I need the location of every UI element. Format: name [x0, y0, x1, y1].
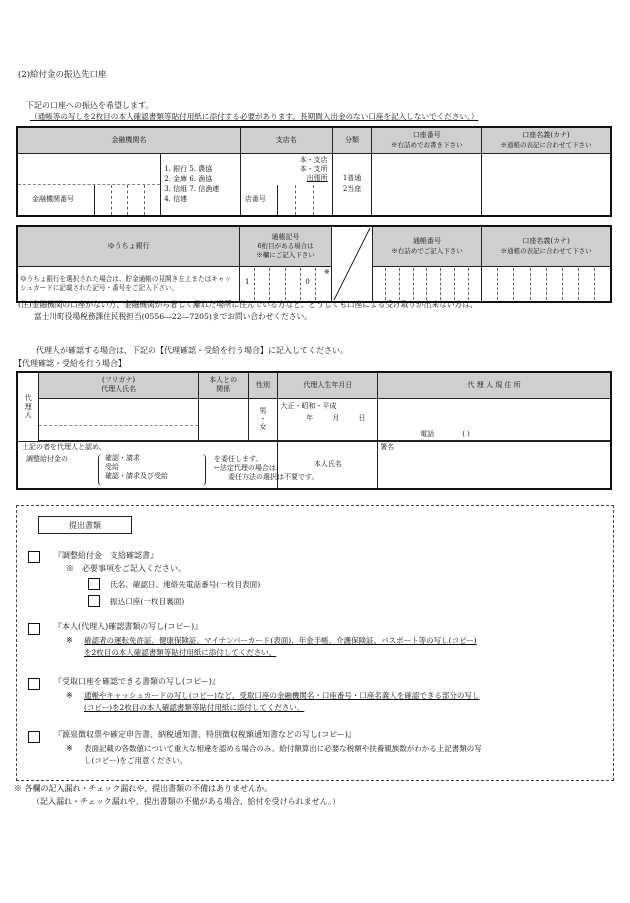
h-relation-2: 関係 [216, 385, 231, 394]
doc1-sub2-checkbox[interactable] [88, 595, 100, 607]
doc3-note1: 通帳やキャッシュカードの写し(コピー)など、受取口座の金融機関名・口座番号・口座名義人を確認できる部分の写し [84, 691, 480, 700]
proxy-side-1: 代 [24, 394, 32, 403]
bank-type-1: 1. 銀行 5. 農協 [164, 164, 213, 173]
h-furigana: (フリガナ) [102, 376, 136, 385]
branch-type-1: 本・支店 [299, 155, 328, 164]
account-type-cell[interactable] [332, 153, 372, 216]
doc3-title: 『受取口座を確認できる書類の写し(コピー)』 [54, 677, 220, 686]
branch-code-label: 店番号 [244, 195, 266, 204]
h-account-label: 口座番号 [412, 131, 441, 140]
sex-cell[interactable] [248, 398, 278, 440]
doc4-note1: 表面記載の各数値について重大な相違を認める場合のみ、給付額算出に必要な税額や扶養親族数がわかる上記書類の写 [84, 744, 482, 753]
h-branch: 支店名 [240, 127, 332, 153]
bank-name-cell[interactable] [17, 153, 161, 216]
phone-paren: ( ) [462, 429, 470, 438]
doc1-sub1: 氏名、確認日、連絡先電話番号(一枚目表面) [110, 580, 261, 589]
footnote-2: 富士川町役場税務課住民税担当(0556―22―7205)までお問い合わせください。 [34, 312, 312, 321]
proxy-side [17, 372, 39, 441]
address-cell[interactable] [378, 398, 611, 440]
delegate-3: 委任方法の選択は不要です。 [228, 472, 319, 481]
intro-text: 下記の口座への振込を希望します。 [26, 101, 154, 110]
proxy-table [16, 371, 612, 490]
h-account [372, 127, 482, 153]
doc3-checkbox[interactable] [28, 678, 40, 690]
diagonal-cell [331, 226, 372, 302]
h-yucho-holder [482, 226, 611, 266]
bank-table [16, 126, 612, 217]
proxy-name-cell[interactable] [39, 398, 198, 440]
bank-type-cell[interactable] [161, 153, 241, 216]
proxy-intro: 代理人が確認する場合は、下記の【代理確認・受給を行う場合】に記入してください。 [36, 346, 348, 355]
h-sex: 性別 [248, 372, 278, 398]
doc2-note1: 確認者の運転免許証、健康保険証、マイナンバーカード(表面)、年金手帳、介護保険証、パスポート等の写し(コピー) [84, 636, 477, 645]
closing-1: ※ 各欄の記入漏れ・チェック漏れや、提出書類の不備はありませんか。 [14, 784, 273, 793]
bank-type-2: 2. 金庫 6. 漁協 [164, 175, 213, 183]
symbol-last: 0 [301, 268, 316, 300]
birth-eras: 大正・昭和・平成 [280, 401, 337, 410]
branch-type-2: 本・支所 [299, 164, 328, 173]
opt-both[interactable]: 確認・請求及び受給 [105, 471, 168, 480]
doc4-mark: ※ [66, 744, 73, 753]
proxy-title: 【代理確認・受給を行う場合】 [14, 359, 126, 368]
bank-code-label: 金融機関番号 [32, 195, 74, 204]
delegate-options[interactable] [98, 454, 206, 486]
yucho-number-cell[interactable] [372, 266, 481, 302]
birth-day: 日 [358, 414, 366, 423]
birth-year: 年 [306, 414, 314, 423]
doc1-title: 『調整給付金 支給確認書』 [54, 551, 158, 560]
symbol-mark: ※ [323, 267, 330, 276]
signature-cell[interactable] [378, 441, 611, 489]
sex-male[interactable]: 男 [259, 406, 267, 415]
doc2-note2: を2枚目の本人確認書類等貼付用紙に添付してください。 [84, 648, 277, 657]
documents-title: 提出書類 [38, 516, 132, 534]
account-holder-cell[interactable] [482, 153, 611, 216]
account-number-cell[interactable] [372, 153, 482, 216]
doc2-mark: ※ [66, 636, 73, 645]
h-yucho: ゆうちょ銀行 [17, 226, 240, 266]
appoint-2: 調整給付金の [26, 454, 68, 463]
bank-type-4: 4. 信連 [164, 195, 188, 204]
footnote: (注)金融機関の口座がない方、金融機関から著しく離れた場所に住んでいる方など、どうしても口座による受け取りが出来ない方は、 [18, 300, 478, 309]
h-yucho-holder-note: ※通帳の表記に合わせて下さい [500, 246, 592, 255]
opt-confirm[interactable]: 確認・請求 [105, 453, 140, 462]
h-holder-label: 口座名義(カナ) [522, 131, 570, 140]
appoint-cell [17, 441, 319, 489]
doc4-checkbox[interactable] [28, 731, 40, 743]
birth-cell[interactable] [278, 398, 378, 440]
h-proxy-name [39, 372, 198, 398]
signature-label: 署名 [380, 442, 395, 451]
h-name: 代理人氏名 [101, 385, 137, 394]
h-address: 代 理 人 現 住 所 [378, 372, 611, 398]
doc4-title: 『源泉徴収票や確定申告書、納税通知書、特別徴収税額通知書などの写し(コピー)』 [54, 730, 356, 739]
h-number-label: 通帳番号 [412, 237, 441, 246]
section-title: (2)給付金の振込先口座 [18, 70, 107, 80]
account-type-1: 1普通 [342, 173, 362, 182]
h-symbol-note1: 6桁目がある場合は [257, 242, 314, 251]
proxy-side-3: 人 [24, 410, 32, 419]
doc4-note2: し(コピー)をご用意ください。 [84, 756, 188, 765]
diagonal-line [332, 227, 372, 301]
birth-month: 月 [332, 414, 340, 423]
h-yucho-holder-label: 口座名義(カナ) [522, 237, 570, 246]
h-type: 分類 [332, 127, 372, 153]
h-symbol-note2: ※欄にご記入下さい [256, 250, 315, 259]
branch-type-3: 出張所 [306, 173, 328, 182]
doc1-sub1-checkbox[interactable] [88, 578, 100, 590]
symbol-cell[interactable] [240, 266, 332, 302]
branch-code-boxes[interactable] [277, 185, 332, 215]
doc1-note: ※ 必要事項をご記入ください。 [66, 564, 186, 573]
yucho-desc: ゆうちょ銀行を選択された場合は、貯金通帳の見開き左上またはキャッシュカードに記載された記号・番号をご記入下さい。 [17, 266, 240, 302]
sex-dot: ・ [259, 414, 267, 423]
doc1-checkbox[interactable] [28, 551, 40, 563]
h-number-note: ※右詰めでご記入下さい [391, 246, 463, 255]
yucho-holder-cell[interactable] [482, 266, 611, 302]
intro-note: （通帳等の写しを2枚目の本人確認書類等貼付用紙に添付する必要があります。長期間入出金のない口座を記入しないでください。） [30, 112, 479, 121]
h-account-note: ※右詰めでお書き下さい [391, 140, 463, 149]
branch-cell[interactable] [240, 153, 332, 216]
h-symbol-label: 通帳記号 [271, 233, 300, 242]
delegate-2: ←法定代理の場合は、 [214, 463, 283, 472]
account-type-2: 2当座 [342, 185, 362, 194]
bank-type-3: 3. 信組 7. 信漁連 [164, 185, 220, 194]
opt-receive[interactable]: 受給 [105, 462, 119, 471]
appoint-1: 上記の者を代理人と認め、 [22, 442, 106, 451]
h-bank: 金融機関名 [17, 127, 240, 153]
h-holder [482, 127, 611, 153]
doc3-note2: (コピー)を2枚目の本人確認書類等貼付用紙に添付してください。 [84, 703, 305, 712]
doc2-title: 『本人(代理人)確認書類の写し(コピー)』 [54, 622, 203, 631]
h-birth: 代理人生年月日 [278, 372, 378, 398]
principal-label: 本人氏名 [278, 441, 378, 489]
proxy-side-2: 理 [24, 402, 32, 411]
phone-label: 電話 [420, 429, 435, 438]
yucho-table [16, 225, 612, 303]
relation-cell[interactable] [198, 398, 248, 440]
symbol-first: 1 [240, 268, 255, 300]
doc3-mark: ※ [66, 691, 73, 700]
sex-female[interactable]: 女 [259, 423, 267, 432]
delegate-1: を委任します。 [214, 454, 263, 463]
h-relation-1: 本人との [209, 376, 238, 385]
h-holder-note: ※通帳の表記に合わせて下さい [500, 140, 592, 149]
closing-2: （記入漏れ・チェック漏れや、提出書類の不備がある場合、給付を受けられません。） [32, 797, 341, 806]
doc1-sub2: 振込口座(一枚目裏面) [110, 597, 185, 606]
h-relation [198, 372, 248, 398]
h-symbol [240, 226, 332, 266]
doc2-checkbox[interactable] [28, 623, 40, 635]
h-number [372, 226, 481, 266]
bank-code-boxes[interactable] [94, 185, 160, 215]
